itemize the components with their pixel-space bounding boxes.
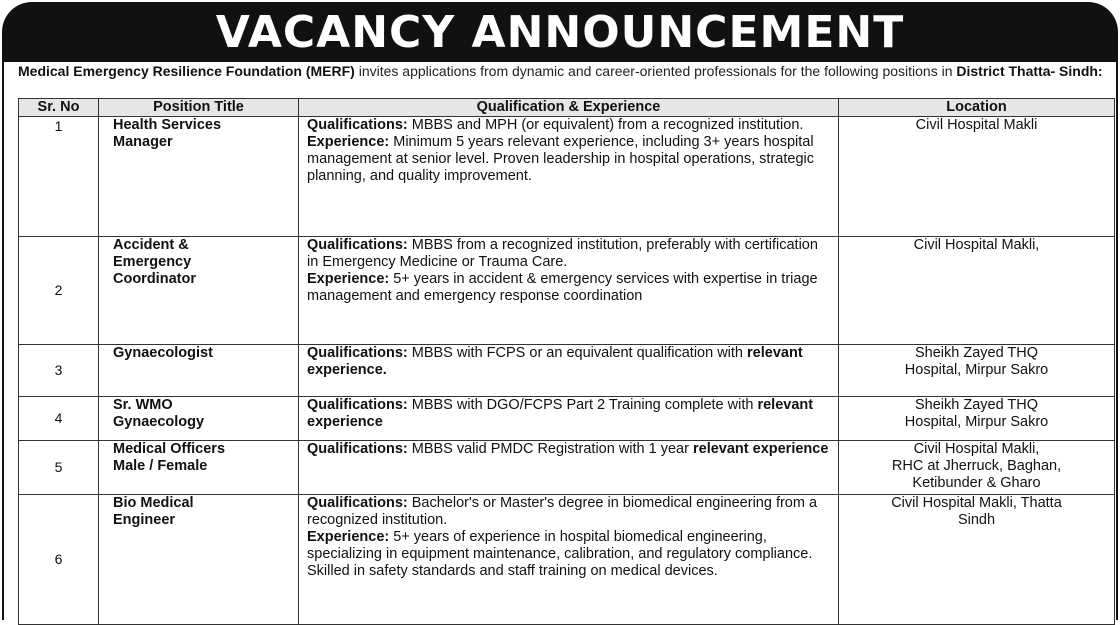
position-cell <box>99 495 299 625</box>
qualifications-value: MBBS with DGO/FCPS Part 2 Training complete with <box>407 397 758 413</box>
experience-value: 5+ years in accident & emergency services with expertise in triage management and emergency response coordination <box>307 271 818 304</box>
experience-label: Experience: <box>307 134 390 150</box>
location-line: Civil Hospital Makli <box>915 117 1038 133</box>
announcement-banner <box>2 2 1118 62</box>
table-row <box>19 441 1115 495</box>
experience-text <box>307 271 832 305</box>
qualification-text <box>307 237 832 271</box>
location-cell <box>839 237 1115 345</box>
location-line: Civil Hospital Makli, <box>913 237 1040 253</box>
qualifications-label: Qualifications: <box>307 117 408 133</box>
location-line: Sheikh Zayed THQ <box>914 397 1039 413</box>
position-cell <box>99 397 299 441</box>
qualifications-value: MBBS valid PMDC Registration with 1 year <box>407 441 693 457</box>
position-line: Gynaecology <box>113 414 205 430</box>
qualification-text <box>307 495 832 529</box>
header-qualification: Qualification & Experience <box>299 99 839 117</box>
position-line: Male / Female <box>113 458 208 474</box>
experience-text <box>307 134 832 185</box>
sr-no-cell: 6 <box>19 495 99 625</box>
position-line: Health Services <box>113 117 222 133</box>
table-row <box>19 495 1115 625</box>
qualification-cell <box>299 237 839 345</box>
position-cell <box>99 117 299 237</box>
table-row <box>19 237 1115 345</box>
experience-label: Experience: <box>307 529 390 545</box>
table-row <box>19 117 1115 237</box>
qualification-text <box>307 441 832 458</box>
experience-value: 5+ years of experience in hospital biomedical engineering, specializing in equipment maintenance, calibration, and regulatory compliance. Skilled in safety standards and staff training on medical devices. <box>307 529 813 579</box>
experience-label: Experience: <box>307 271 390 287</box>
qualification-cell <box>299 441 839 495</box>
qualifications-value: Bachelor's or Master's degree in biomedical engineering from a recognized institution. <box>307 495 818 528</box>
vacancy-table <box>18 98 1115 625</box>
qualifications-value: MBBS from a recognized institution, preferably with certification in Emergency Medicine or Trauma Care. <box>307 237 818 270</box>
location-line: RHC at Jherruck, Baghan, <box>891 458 1062 474</box>
location-line: Sheikh Zayed THQ <box>914 345 1039 361</box>
qualification-cell <box>299 397 839 441</box>
position-line: Accident & <box>113 237 189 253</box>
qualification-cell <box>299 495 839 625</box>
location-line: Civil Hospital Makli, Thatta <box>891 495 1062 511</box>
position-line: Coordinator <box>113 271 196 287</box>
location-line: Ketibunder & Gharo <box>912 475 1041 491</box>
position-cell <box>99 237 299 345</box>
location-line: Hospital, Mirpur Sakro <box>904 362 1049 378</box>
qualification-text <box>307 117 832 134</box>
intro-text: invites applications from dynamic and career-oriented professionals for the following positions in <box>354 63 957 79</box>
position-line: Medical Officers <box>113 441 226 457</box>
experience-text <box>307 529 832 580</box>
sr-no-cell: 5 <box>19 441 99 495</box>
location-line: Civil Hospital Makli, <box>913 441 1040 457</box>
location-cell <box>839 441 1115 495</box>
relevant-experience-text: relevant experience <box>307 397 814 430</box>
position-cell <box>99 345 299 397</box>
qualifications-value: MBBS and MPH (or equivalent) from a recognized institution. <box>407 117 804 133</box>
location-cell <box>839 345 1115 397</box>
position-line: Manager <box>113 134 173 150</box>
relevant-experience-text: relevant experience <box>692 441 829 457</box>
district-name: District Thatta- Sindh: <box>956 63 1103 79</box>
qualification-cell <box>299 117 839 237</box>
qualifications-label: Qualifications: <box>307 237 408 253</box>
sr-no-cell: 2 <box>19 237 99 345</box>
org-name: Medical Emergency Resilience Foundation (MERF) <box>18 63 355 79</box>
location-line: Hospital, Mirpur Sakro <box>904 414 1049 430</box>
sr-no-cell: 1 <box>19 117 99 237</box>
position-cell <box>99 441 299 495</box>
qualification-text <box>307 345 832 379</box>
qualifications-value: MBBS with FCPS or an equivalent qualification with <box>407 345 748 361</box>
qualification-text <box>307 397 832 431</box>
position-line: Bio Medical <box>113 495 194 511</box>
sr-no-cell: 3 <box>19 345 99 397</box>
banner-title: VACANCY ANNOUNCEMENT <box>215 7 905 58</box>
position-line: Gynaecologist <box>113 345 213 361</box>
qualification-cell <box>299 345 839 397</box>
qualifications-label: Qualifications: <box>307 345 408 361</box>
position-line: Sr. WMO <box>113 397 173 413</box>
header-position-title: Position Title <box>99 99 299 117</box>
location-line: Sindh <box>957 512 996 528</box>
intro-paragraph <box>18 63 1116 80</box>
location-cell <box>839 397 1115 441</box>
qualifications-label: Qualifications: <box>307 495 408 511</box>
header-location: Location <box>839 99 1115 117</box>
location-cell <box>839 117 1115 237</box>
position-line: Engineer <box>113 512 176 528</box>
table-row <box>19 345 1115 397</box>
qualifications-label: Qualifications: <box>307 397 408 413</box>
location-cell <box>839 495 1115 625</box>
table-row <box>19 397 1115 441</box>
qualifications-label: Qualifications: <box>307 441 408 457</box>
position-line: Emergency <box>113 254 192 270</box>
sr-no-cell: 4 <box>19 397 99 441</box>
relevant-experience-text: relevant experience. <box>307 345 803 378</box>
table-header-row <box>19 99 1115 117</box>
header-sr-no: Sr. No <box>19 99 99 117</box>
experience-value: Minimum 5 years relevant experience, including 3+ years hospital management at senior level. Proven leadership in hospital operations, strategic planning, and quality improvement. <box>307 134 814 184</box>
